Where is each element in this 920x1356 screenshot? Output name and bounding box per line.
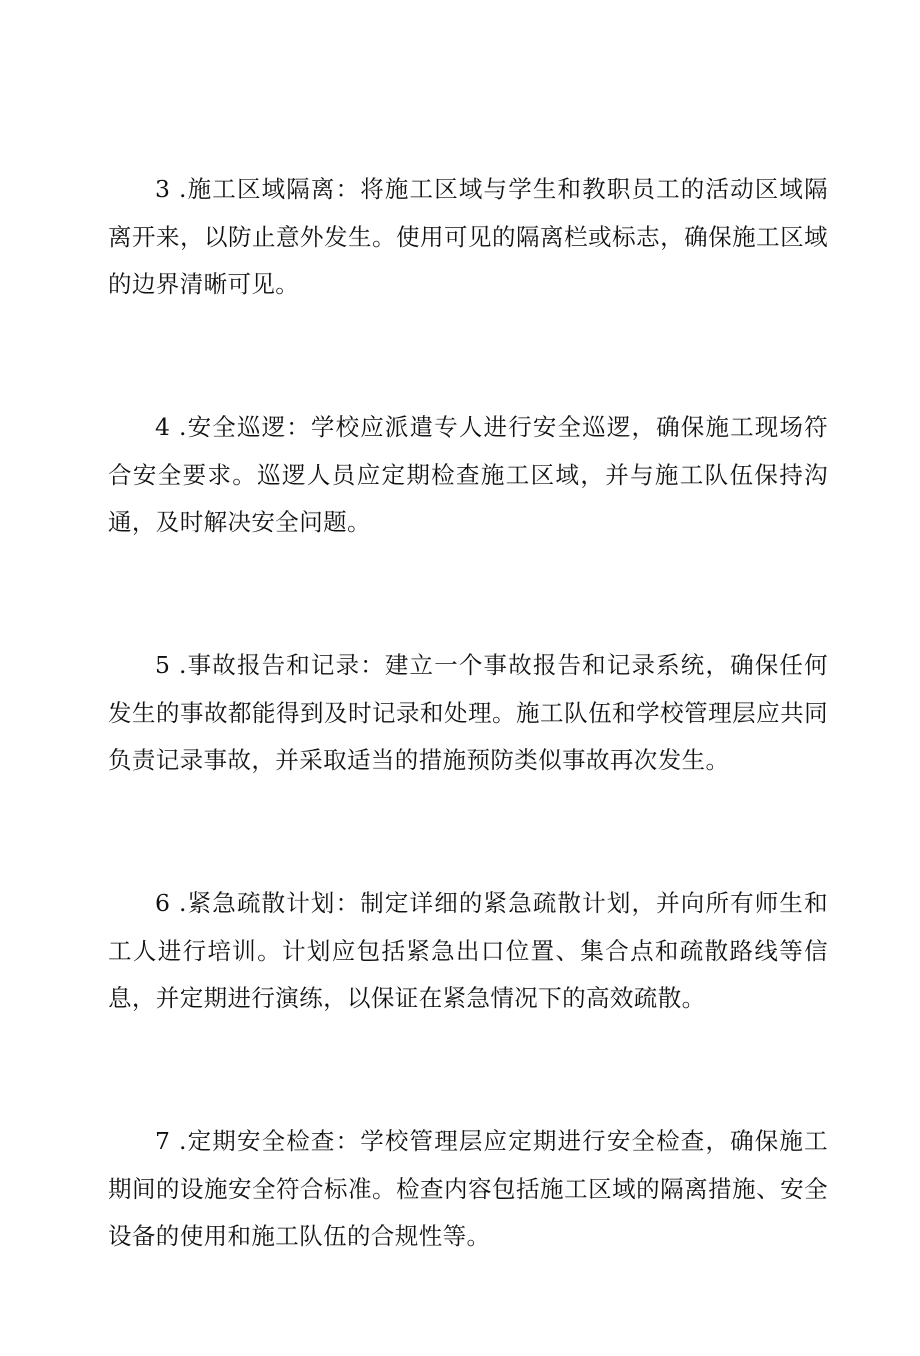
paragraph-text: .紧急疏散计划：制定详细的紧急疏散计划，并向所有师生和工人进行培训。计划应包括紧急出口位置、集合点和疏散路线等信息，并定期进行演练，以保证在紧急情况下的高效疏散。 (108, 889, 828, 1012)
paragraph-text: .安全巡逻：学校应派遣专人进行安全巡逻，确保施工现场符合安全要求。巡逻人员应定期检查施工区域，并与施工队伍保持沟通，及时解决安全问题。 (108, 413, 828, 536)
paragraph-number: 3 (155, 175, 171, 203)
paragraph-item-3 (108, 166, 828, 309)
paragraph-number: 7 (155, 1127, 171, 1155)
document-body (108, 166, 828, 1356)
paragraph-text: .定期安全检查：学校管理层应定期进行安全检查，确保施工期间的设施安全符合标准。检查内容包括施工区域的隔离措施、安全设备的使用和施工队伍的合规性等。 (108, 1127, 828, 1250)
paragraph-text: .事故报告和记录：建立一个事故报告和记录系统，确保任何发生的事故都能得到及时记录和处理。施工队伍和学校管理层应共同负责记录事故，并采取适当的措施预防类似事故再次发生。 (108, 651, 828, 774)
paragraph-item-4 (108, 404, 828, 547)
paragraph-item-5 (108, 642, 828, 785)
paragraph-number: 4 (155, 413, 171, 441)
paragraph-item-7 (108, 1118, 828, 1261)
paragraph-number: 6 (155, 889, 171, 917)
paragraph-text: .施工区域隔离：将施工区域与学生和教职员工的活动区域隔离开来，以防止意外发生。使用可见的隔离栏或标志，确保施工区域的边界清晰可见。 (108, 175, 828, 298)
paragraph-number: 5 (155, 651, 171, 679)
paragraph-item-6 (108, 880, 828, 1023)
